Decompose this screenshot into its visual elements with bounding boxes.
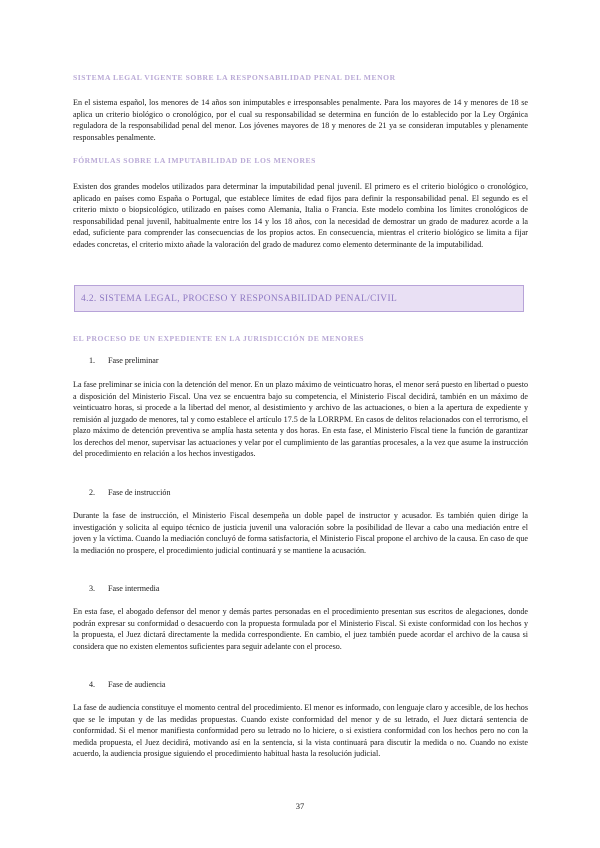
phase-title: Fase intermedia (108, 584, 160, 593)
phase-text-2: Durante la fase de instrucción, el Ministerio Fiscal desempeña un doble papel de instructor y acusador. Es también quien dirige la investigación y solicita al equipo técnico de justicia juvenil una valoración sobre la posibilidad de llevar a cabo una mediación entre el joven y la víctima. Cuando la mediación concluyó de forma satisfactoria, el Ministerio Fiscal propone el archivo de la causa. En caso de que la mediación no prospere, el procedimiento judicial continuará y se mantiene la acusación. (73, 511, 528, 555)
heading-legal-system: SISTEMA LEGAL VIGENTE SOBRE LA RESPONSABILIDAD PENAL DEL MENOR (73, 73, 396, 82)
heading-juvenile-process: EL PROCESO DE UN EXPEDIENTE EN LA JURISDICCIÓN DE MENORES (73, 334, 365, 343)
paragraph-legal-system: En el sistema español, los menores de 14 años son inimputables e irresponsables penalmente. Para los mayores de 14 y menores de 18 se aplica un criterio biológico o cronológico, por el cual su responsabilidad se determina en función de lo establecido por la Ley Orgánica reguladora de la responsabilidad penal del menor. Los jóvenes mayores de 18 y menores de 21 ya se consideran imputables y plenamente responsables penalmente. (73, 98, 528, 142)
section-title-box (74, 285, 524, 312)
phase-number: 1. (89, 356, 96, 365)
heading-imputability-formulas: FÓRMULAS SOBRE LA IMPUTABILIDAD DE LOS MENORES (73, 156, 316, 165)
phase-title: Fase preliminar (108, 356, 159, 365)
phase-number: 2. (89, 488, 96, 497)
phase-text-4: La fase de audiencia constituye el momento central del procedimiento. El menor es informado, con lenguaje claro y accesible, de los hechos que se le imputan y de las medidas propuestas. Cuando existe conformidad del menor y de su letrado, el Juez dictará sentencia de conformidad. Si el menor manifiesta conformidad pero su letrado no lo hiciere, o si existiera conformidad con los hechos pero no con la medida propuesta, el Juez decidirá, motivando así en la sentencia, si la vista continuará para discutir la medida o no. Cuando no existe acuerdo, la audiencia prosigue siguiendo el procedimiento habitual hasta la resolución judicial. (73, 703, 528, 759)
paragraph-imputability-formulas: Existen dos grandes modelos utilizados para determinar la imputabilidad penal juvenil. El primero es el criterio biológico o cronológico, aplicado en países como España o Portugal, que establece límites de edad fijos para definir la responsabilidad penal. El segundo es el criterio mixto o biopsicológico, utilizado en países como Alemania, Italia o Francia. Este modelo combina los límites cronológicos de responsabilidad penal juvenil, habitualmente entre los 14 y los 18 años, con la necesidad de demostrar un grado de madurez acorde a la edad, suficiente para comprender las consecuencias de los propios actos. En consecuencia, mientras el criterio biológico se limita a fijar edades concretas, el criterio mixto añade la valoración del grado de madurez como elemento determinante de la imputabilidad. (73, 182, 528, 249)
phase-heading-1 (89, 356, 159, 365)
phase-title: Fase de instrucción (108, 488, 171, 497)
phase-number: 3. (89, 584, 96, 593)
section-title: 4.2. SISTEMA LEGAL, PROCESO Y RESPONSABILIDAD PENAL/CIVIL (81, 293, 398, 304)
phase-text-1: La fase preliminar se inicia con la detención del menor. En un plazo máximo de veinticuatro horas, el menor será puesto en libertad o puesto a disposición del Ministerio Fiscal. Una vez se encuentra bajo su competencia, el Ministerio Fiscal decidirá, también en un máximo de veinticuatro horas, si procede a la libertad del menor, al desistimiento y archivo de las actuaciones, o bien a la apertura de expediente y remisión al juzgado de menores, tal y como establece el artículo 17.5 de la LORRPM. En casos de delitos relacionados con el terrorismo, el plazo máximo de detención preventiva se amplía hasta setenta y dos horas. En esta fase, el Ministerio Fiscal tiene la función de garantizar los derechos del menor, supervisar las actuaciones y velar por el cumplimiento de las garantías procesales, a la vez que asume la instrucción del procedimiento en relación a los hechos investigados. (73, 380, 528, 459)
phase-text-3: En esta fase, el abogado defensor del menor y demás partes personadas en el procedimiento presentan sus escritos de alegaciones, donde podrán expresar su conformidad o desacuerdo con la propuesta formulada por el Ministerio Fiscal. Si existe conformidad con los hechos y la propuesta, el Juez dictará directamente la medida correspondiente. En cambio, el juez también puede acordar el archivo de la causa si considera que no existen elementos suficientes para seguir adelante con el proceso. (73, 607, 528, 651)
phase-title: Fase de audiencia (108, 680, 166, 689)
phase-heading-3 (89, 584, 159, 593)
phase-heading-4 (89, 680, 166, 689)
phase-number: 4. (89, 680, 96, 689)
page-number: 37 (295, 801, 305, 811)
phase-heading-2 (89, 488, 171, 497)
